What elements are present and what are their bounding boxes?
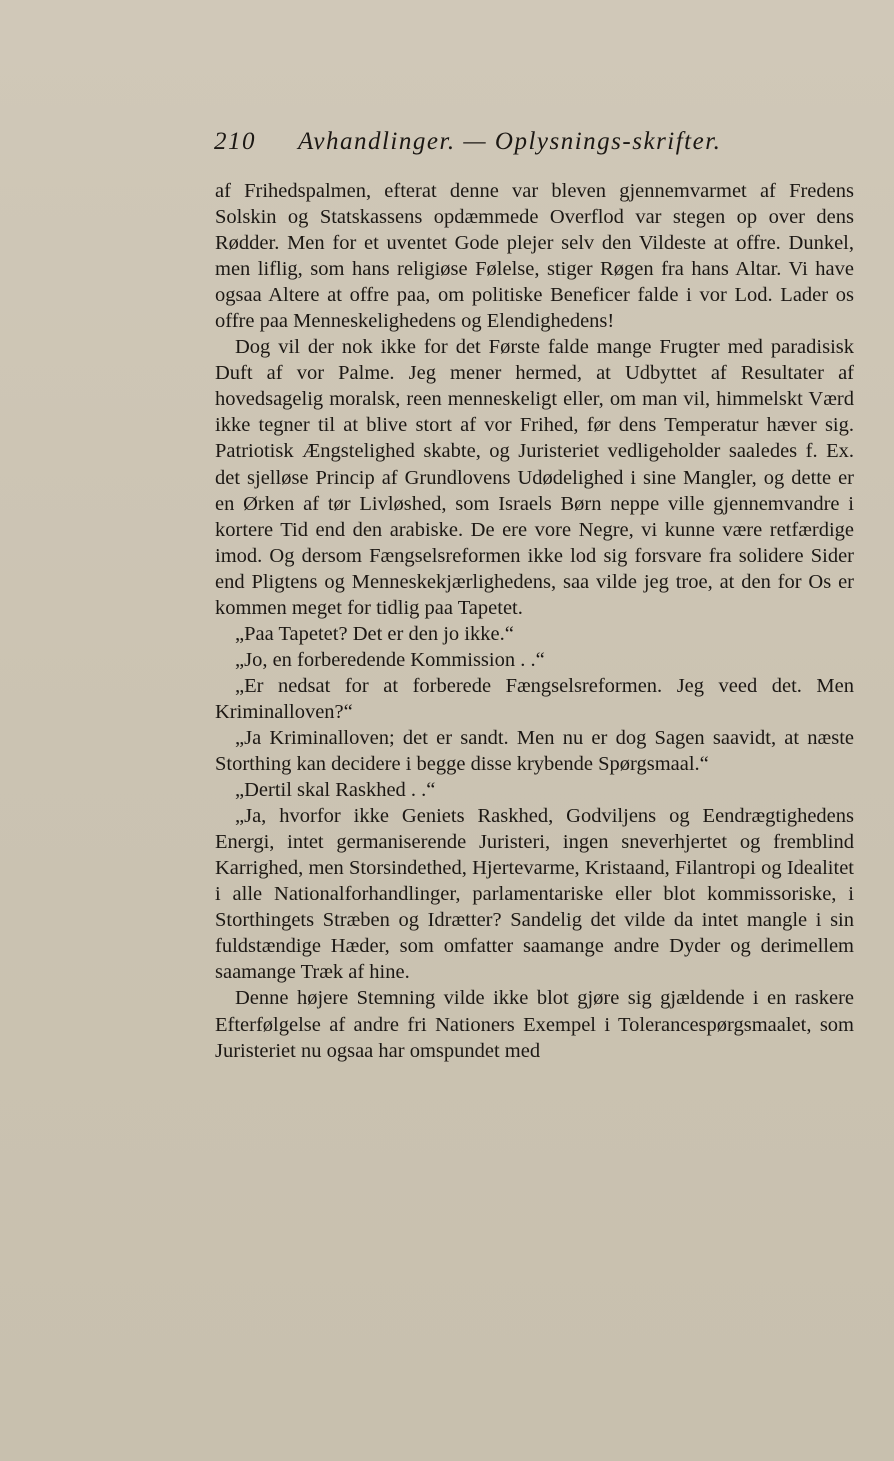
dialogue-line: „Ja, hvorfor ikke Geniets Raskhed, Godviljens og Eendrægtighedens Energi, intet germaniserende Juristeri, ingen sneverhjertet og fremblind Karrighed, men Storsindethed, Hjertevarme, Kristaand, Filantropi og Idealitet i alle Nationalforhandlinger, parlamentariske eller blot kommissoriske, i Storthingets Stræben og Idrætter? Sandelig det vilde da intet mangle i sin fuldstændige Hæder, som omfatter saamange andre Dyder og derimellem saamange Træk af hine.: [215, 805, 854, 984]
dialogue-line: „Er nedsat for at forberede Fængselsreformen. Jeg veed det. Men Kriminalloven?“: [215, 674, 854, 723]
paragraph: af Frihedspalmen, efterat denne var bleven gjennemvarmet af Fredens Solskin og Statskassens opdæmmede Overflod var stegen op over dens Rødder. Men for et uventet Gode plejer selv den Vildeste at offre. Dunkel, men liflig, som hans religiøse Følelse, stiger Røgen fra hans Altar. Vi have ogsaa Altere at offre paa, om politiske Beneficer falde i vor Lod. Lader os offre paa Menneskelighedens og Elendighedens!: [215, 180, 854, 333]
page-number: 210: [214, 128, 256, 155]
dialogue-line: „Paa Tapetet? Det er den jo ikke.“: [235, 622, 514, 645]
dialogue-line: „Ja Kriminalloven; det er sandt. Men nu er dog Sagen saavidt, at næste Storthing kan decidere i begge disse krybende Spørgsmaal.“: [215, 726, 854, 776]
dialogue-line: „Dertil skal Raskhed . .“: [235, 779, 436, 802]
body-text: [215, 178, 854, 1064]
running-title: Avhandlinger. — Oplysnings-skrifter.: [298, 128, 722, 155]
running-header: [214, 128, 854, 156]
paragraph: Dog vil der nok ikke for det Første falde mange Frugter med paradisisk Duft af vor Palme. Jeg mener hermed, at Udbyttet af Resultater af hovedsagelig moralsk, reen menneskeligt eller, om man vil, himmelskt Værd ikke tegner til at blive stort af vor Frihed, før dens Temperatur hæver sig. Patriotisk Ængstelighed skabte, og Juristeriet vedligeholder saaledes f. Ex. det sjelløse Princip af Grundlovens Udødelighed i sine Mangler, og dette er en Ørken af tør Livløshed, som Israels Børn neppe ville gjennemvandre i kortere Tid end den arabiske. De ere vore Negre, vi kunne være retfærdige imod. Og dersom Fængselsreformen ikke lod sig forsvare fra solidere Sider end Pligtens og Menneskekjærlighedens, saa vilde jeg troe, at den for Os er kommen meget for tidlig paa Tapetet.: [215, 336, 854, 619]
paragraph: Denne højere Stemning vilde ikke blot gjøre sig gjældende i en raskere Efterfølgelse af andre fri Nationers Exempel i Tolerancespørgsmaalet, som Juristeriet nu ogsaa har omspundet med: [215, 987, 854, 1062]
dialogue-line: „Jo, en forberedende Kommission . .“: [235, 648, 545, 671]
